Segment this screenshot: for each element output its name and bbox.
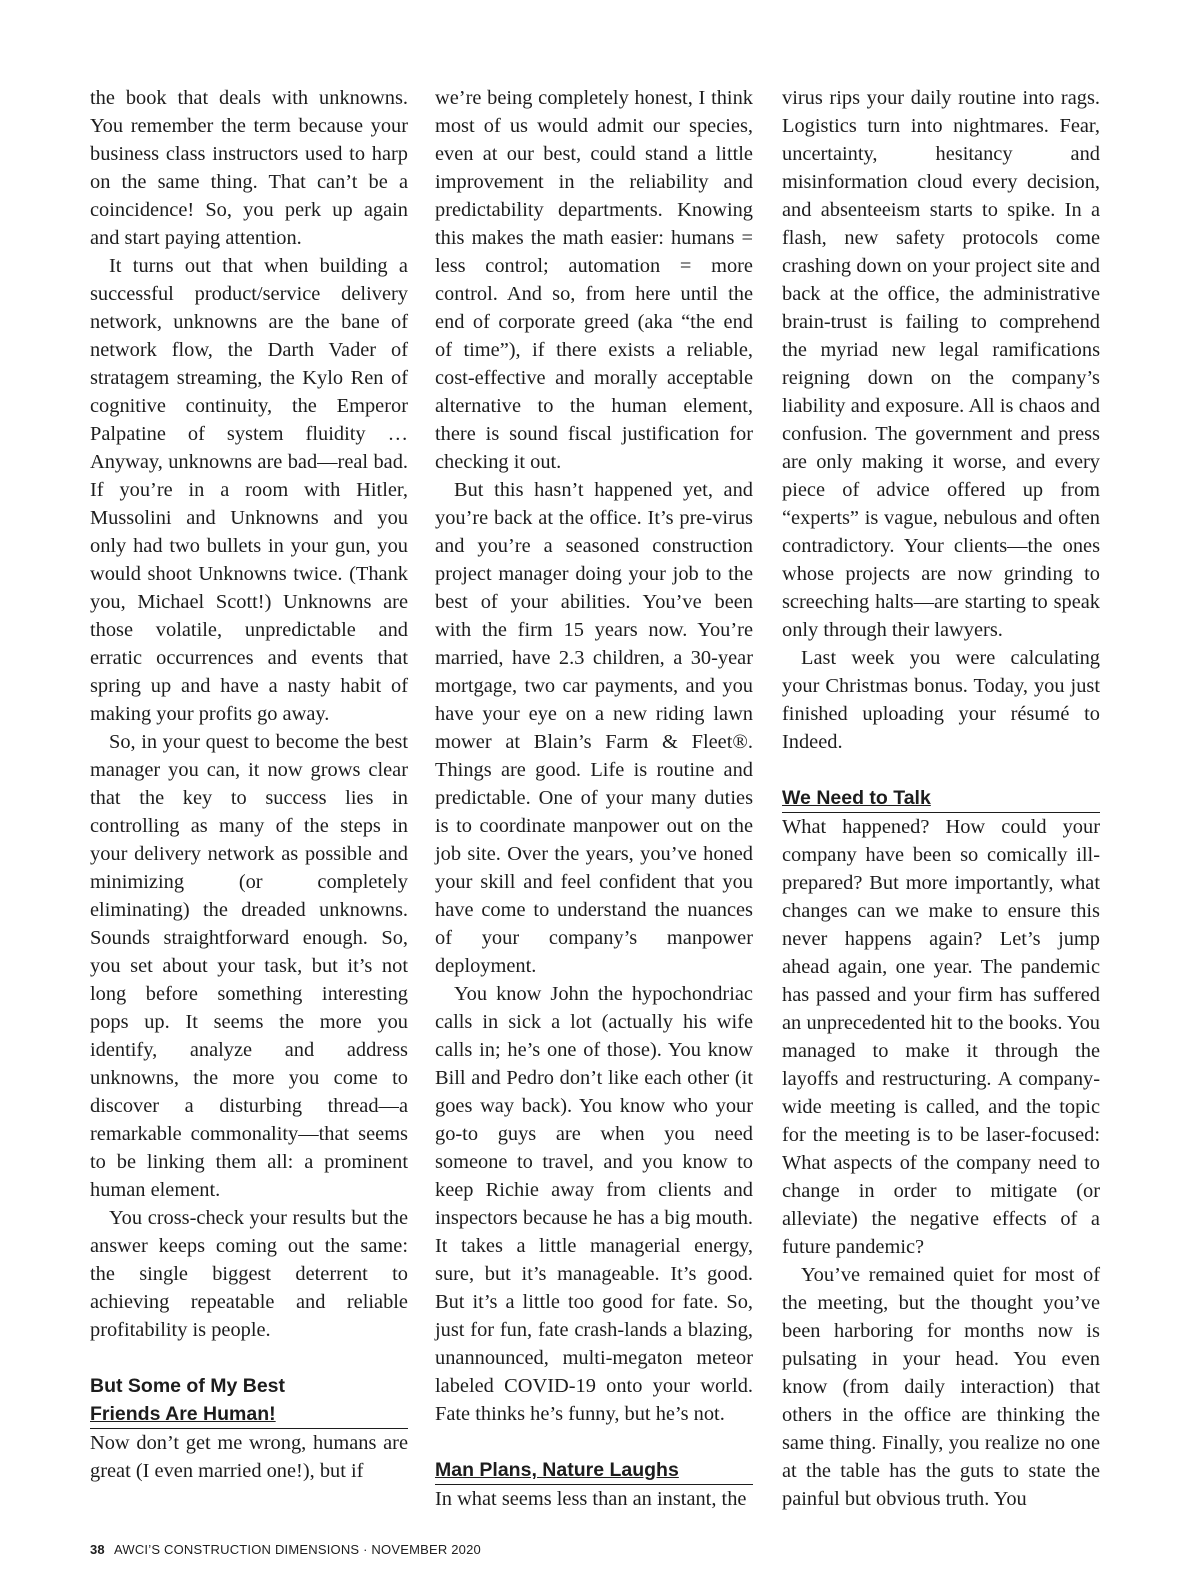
section-heading	[782, 784, 1100, 813]
paragraph: Now don’t get me wrong, humans are great (I even married one!), but if	[90, 1432, 408, 1482]
paragraph: It turns out that when building a successful product/service delivery network, unknowns are the bane of network flow, the Darth Vader of stratagem streaming, the Kylo Ren of cognitive continuity, the Emperor Palpatine of system fluidity … Anyway, unknowns are bad—real bad. If you’re in a room with Hitler, Mussolini and Unknowns and you only had two bullets in your gun, you would shoot Unknowns twice. (Thank you, Michael Scott!) Unknowns are those volatile, unpredictable and erratic occurrences and events that spring up and have a nasty habit of making your profits go away.	[90, 255, 408, 725]
paragraph: What happened? How could your company have been so comically ill-prepared? But more importantly, what changes can we make to ensure this never happens again? Let’s jump ahead again, one year. The pandemic has passed and your firm has suffered an unprecedented hit to the books. You managed to make it through the layoffs and restructuring. A company-wide meeting is called, and the topic for the meeting is to be laser-focused: What aspects of the company need to change in order to mitigate (or alleviate) the negative effects of a future pandemic?	[782, 816, 1100, 1258]
section-heading-line: Man Plans, Nature Laughs	[435, 1459, 679, 1481]
article-column-1	[90, 84, 408, 1485]
paragraph: virus rips your daily routine into rags. Logistics turn into nightmares. Fear, uncertainty, hesitancy and misinformation cloud every decision, and absenteeism starts to spike. In a flash, new safety protocols come crashing down on your project site and back at the office, the administrative brain-trust is failing to comprehend the myriad new legal ramifications reigning down on the company’s liability and exposure. All is chaos and confusion. The government and press are only making it worse, and every piece of advice offered up from “experts” is vague, nebulous and often contradictory. Your clients—the ones whose projects are now grinding to screeching halts—are starting to speak only through their lawyers.	[782, 87, 1100, 641]
paragraph: So, in your quest to become the best manager you can, it now grows clear that the key to success lies in controlling as many of the steps in your delivery network as possible and minimizing (or completely eliminating) the dreaded unknowns. Sounds straightforward enough. So, you set about your task, but it’s not long before something interesting pops up. It seems the more you identify, analyze and address unknowns, the more you come to discover a disturbing thread—a remarkable commonality—that seems to be linking them all: a prominent human element.	[90, 731, 408, 1201]
paragraph: we’re being completely honest, I think most of us would admit our species, even at our best, could stand a little improvement in the reliability and predictability departments. Knowing this makes the math easier: humans = less control; automation = more control. And so, from here until the end of corporate greed (aka “the end of time”), if there exists a reliable, cost-effective and morally acceptable alternative to the human element, there is sound fiscal justification for checking it out.	[435, 87, 753, 473]
page-number: 38	[90, 1542, 105, 1557]
section-heading-line: We Need to Talk	[782, 787, 931, 809]
publication-line: AWCI’S CONSTRUCTION DIMENSIONS · NOVEMBER 2020	[113, 1542, 481, 1557]
paragraph: But this hasn’t happened yet, and you’re back at the office. It’s pre-virus and you’re a seasoned construction project manager doing your job to the best of your abilities. You’ve been with the firm 15 years now. You’re married, have 2.3 children, a 30-year mortgage, two car payments, and you have your eye on a new riding lawn mower at Blain’s Farm & Fleet®. Things are good. Life is routine and predictable. One of your many duties is to coordinate manpower out on the job site. Over the years, you’ve honed your skill and feel confident that you have come to understand the nuances of your company’s manpower deployment.	[435, 479, 753, 977]
article-column-2	[435, 84, 753, 1513]
paragraph: In what seems less than an instant, the	[435, 1488, 747, 1510]
section-heading	[90, 1372, 408, 1429]
paragraph: You know John the hypochondriac calls in sick a lot (actually his wife calls in; he’s one of those). You know Bill and Pedro don’t like each other (it goes way back). You know who your go-to guys are when you need someone to travel, and you know to keep Richie away from clients and inspectors because he has a big mouth. It takes a little managerial energy, sure, but it’s manageable. It’s good. But it’s a little too good for fate. So, just for fun, fate crash-lands a blazing, unannounced, multi-megaton meteor labeled COVID-19 onto your world. Fate thinks he’s funny, but he’s not.	[435, 983, 753, 1425]
article-column-3	[782, 84, 1100, 1513]
paragraph: You’ve remained quiet for most of the meeting, but the thought you’ve been harboring for months now is pulsating in your head. You even know (from daily interaction) that others in the office are thinking the same thing. Finally, you realize no one at the table has the guts to state the painful but obvious truth. You	[782, 1264, 1100, 1510]
paragraph: the book that deals with unknowns. You remember the term because your business class instructors used to harp on the same thing. That can’t be a coincidence! So, you perk up again and start paying attention.	[90, 87, 408, 249]
section-heading	[435, 1456, 753, 1485]
section-heading-line: But Some of My Best	[90, 1375, 286, 1397]
page-footer	[90, 1542, 481, 1557]
paragraph: You cross-check your results but the answer keeps coming out the same: the single biggest deterrent to achieving repeatable and reliable profitability is people.	[90, 1207, 408, 1341]
section-heading-line: Friends Are Human!	[90, 1403, 276, 1425]
paragraph: Last week you were calculating your Christmas bonus. Today, you just finished uploading your résumé to Indeed.	[782, 647, 1100, 753]
